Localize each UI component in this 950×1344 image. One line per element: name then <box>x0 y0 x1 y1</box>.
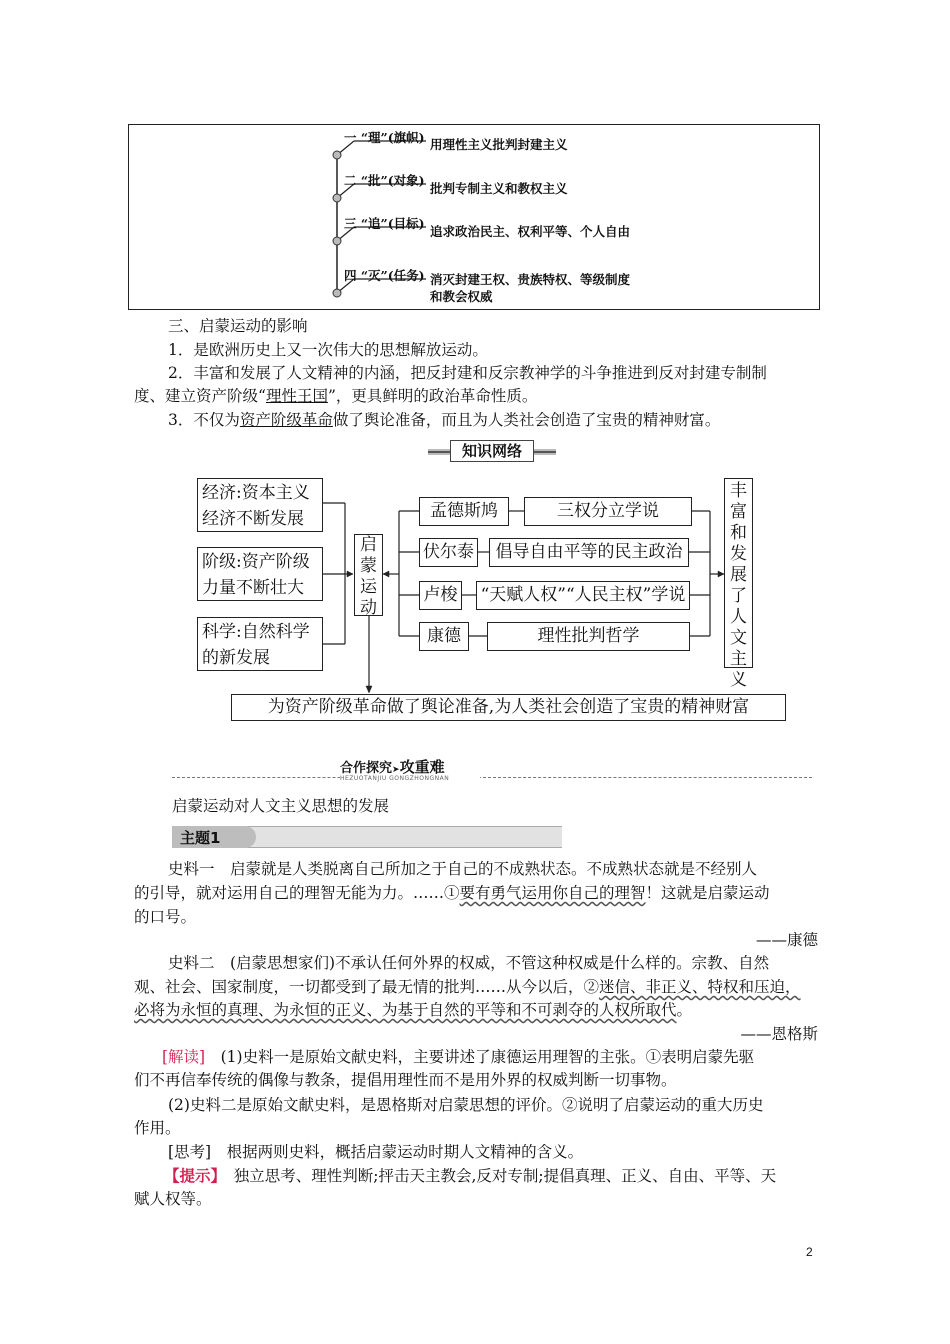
think-line: [思考] 根据两则史料，概括启蒙运动时期人文精神的含义。 <box>168 1143 584 1161</box>
person-rousseau: 卢梭 <box>419 581 462 610</box>
source2-line3: 必将为永恒的真理、为永恒的正义、为基于自然的平等和不可剥夺的人权所取代。 <box>134 1001 693 1019</box>
enlightenment-center-box: 启蒙运动 <box>354 534 383 616</box>
analysis-line3: (2)史料二是原始文献史料，是恩格斯对启蒙思想的评价。②说明了启蒙运动的重大历史 <box>168 1096 764 1114</box>
source1-line1: 史料一 启蒙就是人类脱离自己所加之于自己的不成熟状态。不成熟状态就是不经别人 <box>168 860 758 878</box>
double-chevron-icon: ➤ <box>392 765 400 775</box>
section3-item3: 3．不仅为资产阶级革命做了舆论准备，而且为人类社会创造了宝贵的精神财富。 <box>168 411 721 429</box>
section3-item2-line1: 2．丰富和发展了人文精神的内涵，把反封建和反宗教神学的斗争推进到反对封建专制制 <box>168 364 767 382</box>
cause-class-box: 阶级:资产阶级 力量不断壮大 <box>197 547 323 601</box>
source2-highlight-b: 必将为永恒的真理、为永恒的正义、为基于自然的平等和不可剥夺的人权所取代 <box>134 1001 677 1019</box>
section3-item2-line2: 度、建立资产阶级“理性王国”，更具鲜明的政治革命性质。 <box>134 387 538 405</box>
person-voltaire: 伏尔泰 <box>419 538 478 567</box>
analysis-line1: [解读] (1)史料一是原始文献史料，主要讲述了康德运用理智的主张。①表明启蒙先驱 <box>162 1048 755 1066</box>
diagram-text-4b: 和教会权威 <box>430 289 493 304</box>
analysis-tag: [解读] <box>162 1048 206 1066</box>
result-humanism-box: 丰富和发展了人文主义 <box>724 478 753 668</box>
source2-line2: 观、社会、国家制度，一切都受到了最无情的批判……从今以后，②迷信、非正义、特权和压迫， <box>134 978 801 996</box>
topic-tab-label: 主题1 <box>180 829 221 847</box>
coop-banner: 合作探究➤攻重难 <box>340 756 480 778</box>
knowledge-network-title: 知识网络 <box>450 440 534 462</box>
bourgeois-revolution-term: 资产阶级革命 <box>239 411 333 429</box>
source1-highlight: 要有勇气运用你自己的理智 <box>459 884 646 902</box>
source2-attribution: ——恩格斯 <box>740 1025 818 1043</box>
rational-kingdom-term: 理性王国 <box>265 387 328 405</box>
diagram-text-4a: 消灭封建王权、贵族特权、等级制度 <box>430 272 631 287</box>
source2-line1: 史料二 (启蒙思想家们)不承认任何外界的权威，不管这种权威是什么样的。宗教、自然 <box>168 954 770 972</box>
diagram-label-1: 一 “理”(旗帜) <box>344 130 425 145</box>
source2-highlight-a: 迷信、非正义、特权和压迫， <box>599 978 801 996</box>
source1-attribution: ——康德 <box>755 931 818 949</box>
diagram-label-4: 四 “灭”(任务) <box>344 268 425 283</box>
cause-economy-box: 经济:资本主义 经济不断发展 <box>197 478 323 532</box>
idea-critical-philosophy: 理性批判哲学 <box>487 622 690 651</box>
topic-tab <box>172 826 256 848</box>
hint-tag: 【提示】 <box>164 1166 219 1185</box>
source1-line3: 的口号。 <box>134 908 197 926</box>
person-montesquieu: 孟德斯鸠 <box>419 497 509 526</box>
section3-heading: 三、启蒙运动的影响 <box>168 317 308 335</box>
analysis-line4: 作用。 <box>134 1119 181 1137</box>
section3-item1: 1．是欧洲历史上又一次伟大的思想解放运动。 <box>168 341 488 359</box>
think-tag: [思考] <box>168 1143 212 1161</box>
hint-line1: 【提示】 独立思考、理性判断;抨击天主教会,反对专制;提倡真理、正义、自由、平等、天 <box>164 1166 777 1185</box>
page-number: 2 <box>806 1245 813 1259</box>
idea-freedom-equality: 倡导自由平等的民主政治 <box>489 538 689 567</box>
source1-line2: 的引导，就对运用自己的理智无能为力。……①要有勇气运用你自己的理智！这就是启蒙运动 <box>134 884 770 902</box>
hint-line2: 赋人权等。 <box>134 1190 212 1208</box>
coop-banner-rule <box>172 777 812 778</box>
person-kant: 康德 <box>419 622 469 651</box>
idea-natural-rights: “天赋人权”“人民主权”学说 <box>476 581 690 610</box>
cause-science-box: 科学:自然科学 的新发展 <box>197 617 323 671</box>
analysis-line2: 们不再信奉传统的偶像与教条，提倡用理性而不是用外界的权威判断一切事物。 <box>134 1071 677 1089</box>
idea-separation-of-powers: 三权分立学说 <box>524 497 692 526</box>
diagram-text-2: 批判专制主义和教权主义 <box>430 181 568 196</box>
diagram-label-3: 三 “追”(目标) <box>344 216 425 231</box>
coop-topic: 启蒙运动对人文主义思想的发展 <box>172 797 390 815</box>
diagram-text-1: 用理性主义批判封建主义 <box>430 137 568 152</box>
diagram-label-2: 二 “批”(对象) <box>344 173 425 188</box>
bottom-conclusion-box: 为资产阶级革命做了舆论准备,为人类社会创造了宝贵的精神财富 <box>231 694 786 721</box>
diagram-text-3: 追求政治民主、权利平等、个人自由 <box>430 224 631 239</box>
coop-banner-pinyin: HEZUOTANJIU GONGZHONGNAN <box>340 775 450 782</box>
